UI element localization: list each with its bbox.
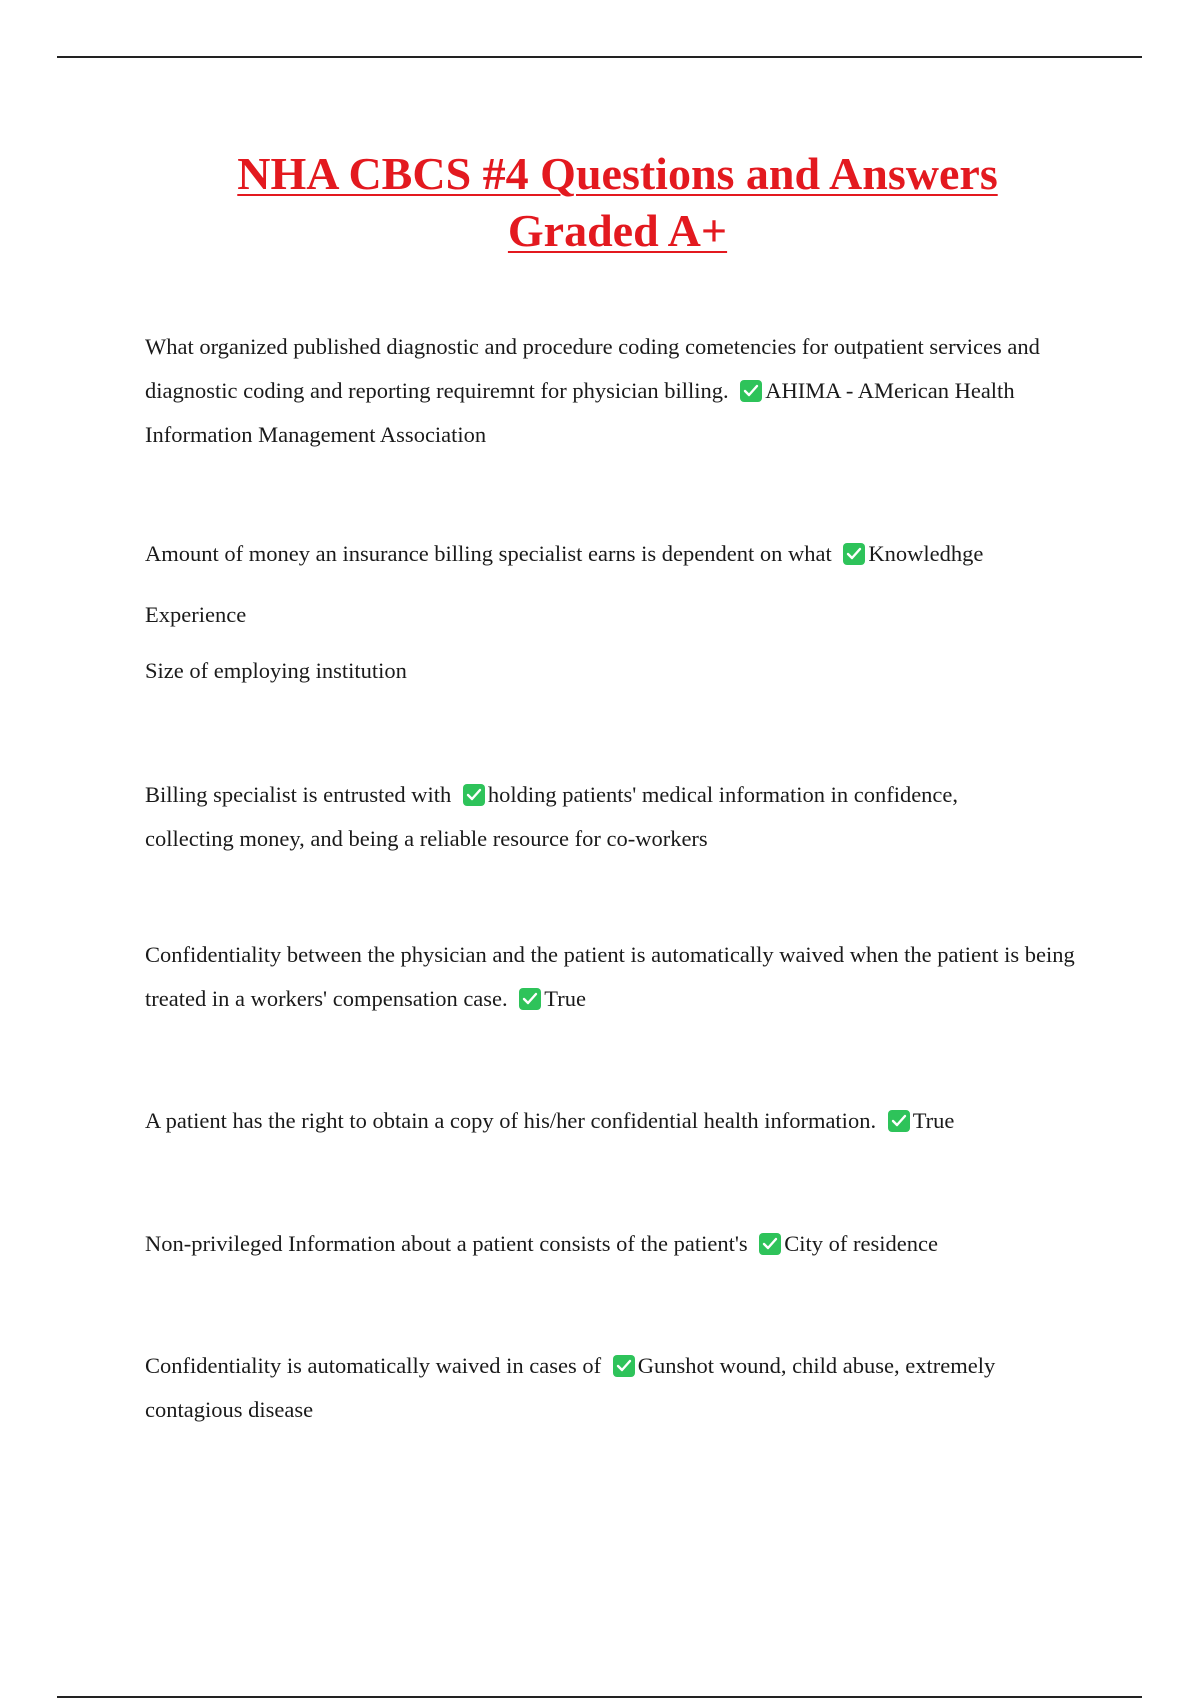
qa-item-3 bbox=[145, 773, 1045, 861]
check-mark-icon bbox=[843, 543, 865, 565]
qa-item-4 bbox=[145, 933, 1100, 1021]
bottom-divider bbox=[57, 1696, 1142, 1698]
title-line-2: Graded A+ bbox=[507, 205, 728, 256]
title-line-1: NHA CBCS #4 Questions and Answers bbox=[237, 148, 998, 199]
check-mark-icon bbox=[759, 1233, 781, 1255]
answer-extra-line: Size of employing institution bbox=[145, 658, 407, 683]
question-text: Amount of money an insurance billing specialist earns is dependent on what bbox=[145, 541, 832, 566]
answer-text: True bbox=[544, 986, 586, 1011]
check-mark-icon bbox=[463, 784, 485, 806]
answer-text: holding patients' medical information in confidence, collecting money, and being a reliable resource for co-workers bbox=[145, 782, 959, 851]
page-title bbox=[150, 145, 1085, 259]
question-text: Non-privileged Information about a patient consists of the patient's bbox=[145, 1231, 748, 1256]
qa-item-5 bbox=[145, 1099, 1100, 1143]
question-text: Billing specialist is entrusted with bbox=[145, 782, 452, 807]
answer-text: Gunshot wound, child abuse, extremely contagious disease bbox=[145, 1353, 996, 1422]
question-text: Confidentiality between the physician and the patient is automatically waived when the patient is being treated in a workers' compensation case. bbox=[145, 942, 1075, 1011]
question-text: Confidentiality is automatically waived in cases of bbox=[145, 1353, 602, 1378]
answer-extra-line: Experience bbox=[145, 602, 247, 627]
check-mark-icon bbox=[519, 988, 541, 1010]
qa-item-6 bbox=[145, 1222, 1100, 1266]
check-mark-icon bbox=[888, 1110, 910, 1132]
check-mark-icon bbox=[740, 380, 762, 402]
top-divider bbox=[57, 56, 1142, 58]
answer-text: City of residence bbox=[784, 1231, 938, 1256]
check-mark-icon bbox=[613, 1355, 635, 1377]
answer-text: AHIMA - AMerican Health Information Management Association bbox=[145, 378, 1015, 447]
qa-item-7 bbox=[145, 1344, 1085, 1432]
question-text: A patient has the right to obtain a copy of his/her confidential health information. bbox=[145, 1108, 877, 1133]
answer-text: True bbox=[912, 1108, 955, 1133]
qa-item-2 bbox=[145, 532, 1100, 693]
qa-item-1 bbox=[145, 325, 1075, 457]
question-text: What organized published diagnostic and procedure coding cometencies for outpatient services and diagnostic coding and reporting requiremnt for physician billing. bbox=[145, 334, 1040, 403]
answer-text: Knowledhge bbox=[868, 541, 984, 566]
